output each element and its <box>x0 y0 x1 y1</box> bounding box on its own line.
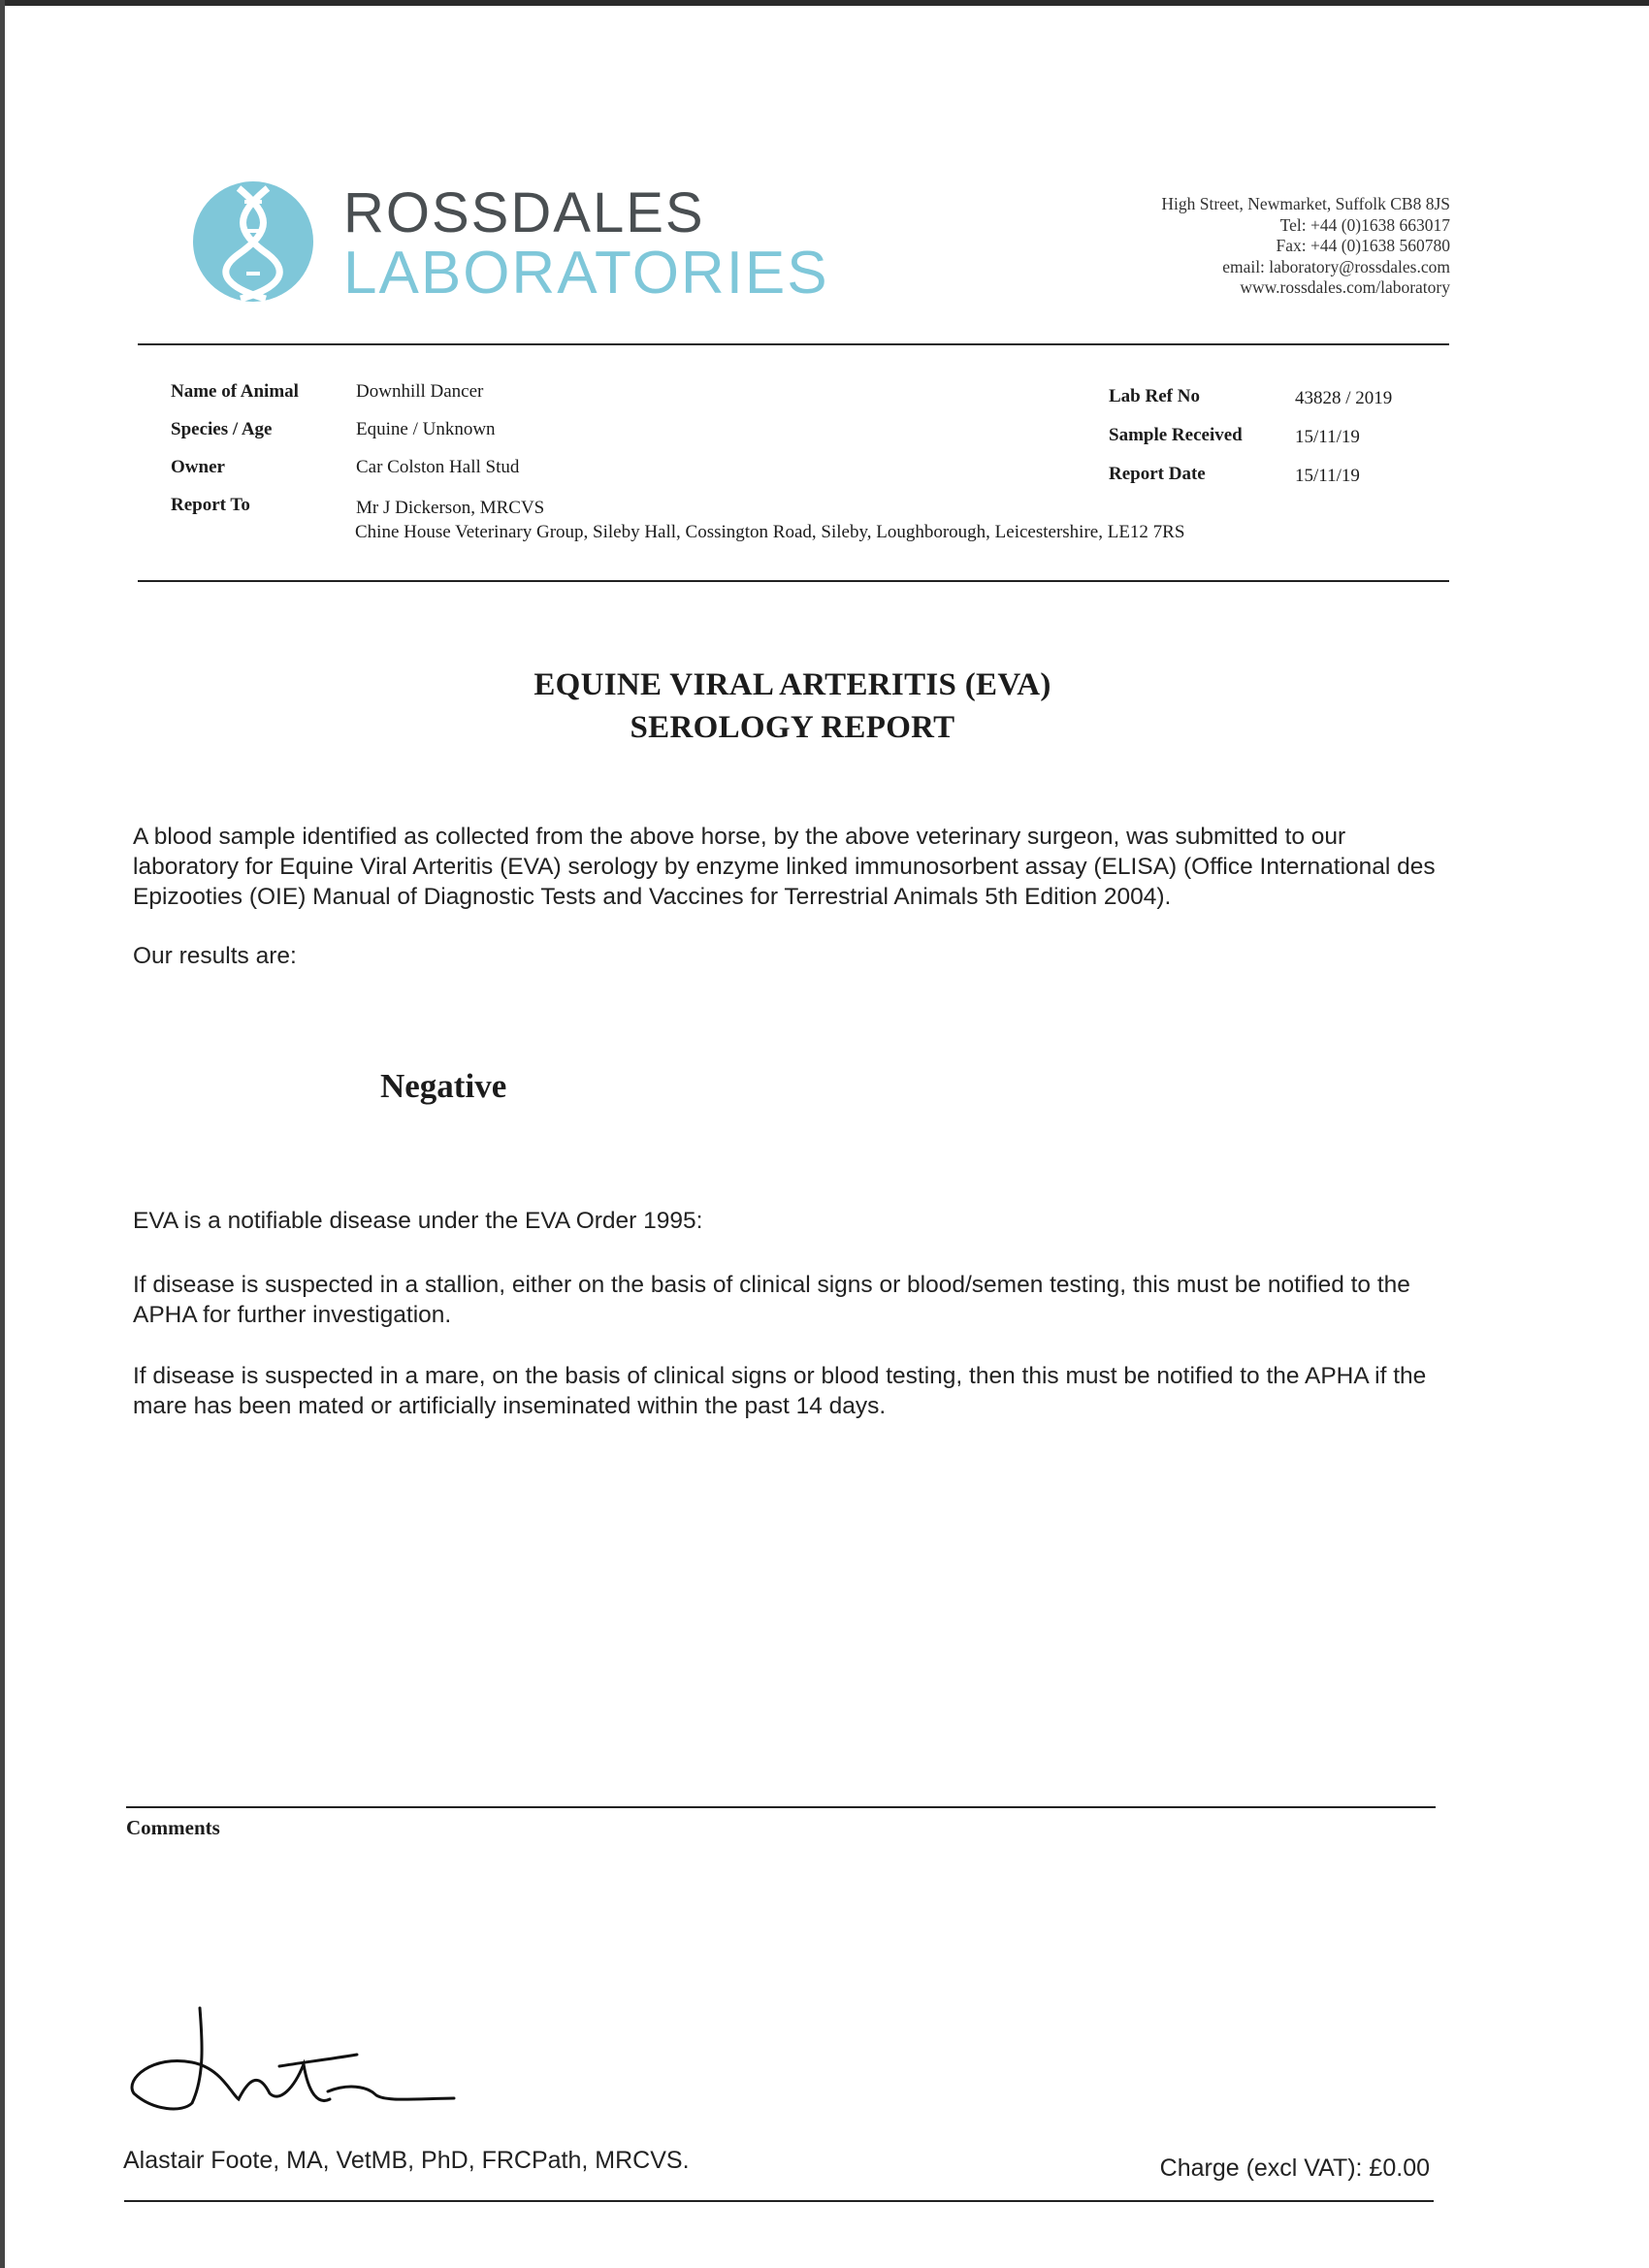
footer-divider <box>124 2200 1434 2202</box>
phone-line: Tel: +44 (0)1638 663017 <box>1279 214 1450 235</box>
scan-edge-left <box>0 0 5 2268</box>
signature <box>124 2006 464 2122</box>
report-to-address: Chine House Veterinary Group, Sileby Hall, Cossington Road, Sileby, Loughborough, Leicestershire, LE12 7RS <box>355 522 1185 542</box>
species-age-value: Equine / Unknown <box>356 419 496 439</box>
brand-name: ROSSDALES <box>343 181 705 244</box>
result-value: Negative <box>380 1067 507 1105</box>
report-title: EQUINE VIRAL ARTERITIS (EVA) <box>534 667 1051 702</box>
report-subtitle: SEROLOGY REPORT <box>630 710 955 745</box>
name-of-animal-value: Downhill Dancer <box>356 381 484 402</box>
website-line: www.rossdales.com/laboratory <box>1240 277 1450 297</box>
sample-received-value: 15/11/19 <box>1295 427 1360 447</box>
name-of-animal-label: Name of Animal <box>171 381 299 402</box>
comments-divider <box>126 1806 1436 1808</box>
address-line: High Street, Newmarket, Suffolk CB8 8JS <box>1161 194 1450 213</box>
report-to-label: Report To <box>171 495 250 515</box>
report-date-value: 15/11/19 <box>1295 466 1360 486</box>
sample-received-label: Sample Received <box>1109 425 1243 445</box>
lab-address-block <box>1161 194 1450 299</box>
comments-label: Comments <box>126 1816 220 1839</box>
intro-paragraph: A blood sample identified as collected from the above horse, by the above veterinary surgeon, was submitted to our laboratory for Equine Viral Arteritis (EVA) serology by enzyme linked immunosorbent assay (ELISA) (Office International des Epizooties (OIE) Manual of Diagnostic Tests and Vaccines for Terrestrial Animals 5th Edition 2004). <box>133 824 1436 910</box>
header-divider <box>138 343 1449 345</box>
owner-value: Car Colston Hall Stud <box>356 457 520 477</box>
signatory-name: Alastair Foote, MA, VetMB, PhD, FRCPath, MRCVS. <box>123 2147 690 2174</box>
report-date-label: Report Date <box>1109 464 1206 484</box>
lab-ref-value: 43828 / 2019 <box>1295 388 1393 408</box>
fax-line: Fax: +44 (0)1638 560780 <box>1276 236 1450 255</box>
report-to-name: Mr J Dickerson, MRCVS <box>356 498 545 518</box>
dna-helix-icon <box>192 180 314 303</box>
details-divider <box>138 580 1449 582</box>
owner-label: Owner <box>171 457 225 477</box>
notifiable-notice: EVA is a notifiable disease under the EVA Order 1995: <box>133 1208 703 1234</box>
charge-amount: Charge (excl VAT): £0.00 <box>1159 2155 1430 2182</box>
mare-note: If disease is suspected in a mare, on the basis of clinical signs or blood testing, then this must be notified to the APHA if the mare has been mated or artificially inseminated within the past 14 days. <box>133 1363 1427 1419</box>
scan-edge-top <box>0 0 1649 6</box>
email-line: email: laboratory@rossdales.com <box>1222 256 1450 276</box>
stallion-note: If disease is suspected in a stallion, either on the basis of clinical signs or blood/semen testing, this must be notified to the APHA for further investigation. <box>133 1272 1410 1328</box>
brand-subtitle: LABORATORIES <box>343 240 829 307</box>
species-age-label: Species / Age <box>171 419 273 439</box>
lab-ref-label: Lab Ref No <box>1109 386 1200 406</box>
results-intro: Our results are: <box>133 943 297 969</box>
